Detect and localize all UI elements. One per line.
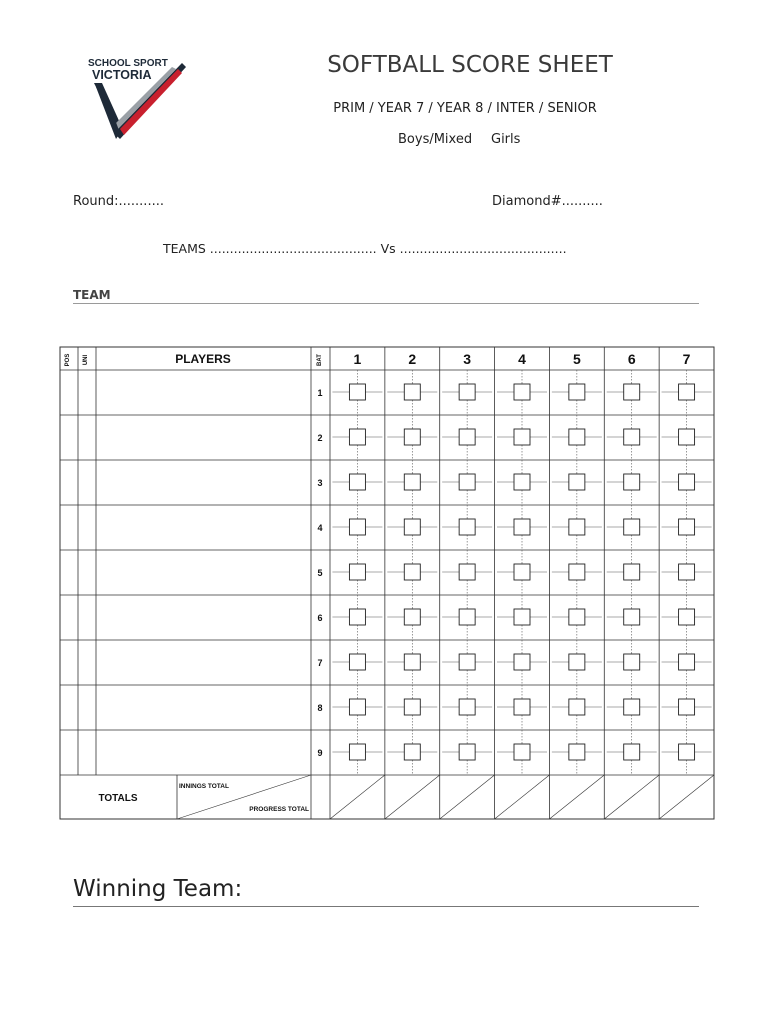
innings-total-label: INNINGS TOTAL xyxy=(179,783,229,790)
batting-order-number: 1 xyxy=(317,388,323,398)
score-box xyxy=(404,654,420,670)
score-box xyxy=(404,519,420,535)
header-inning: 7 xyxy=(682,351,691,367)
page-title: SOFTBALL SCORE SHEET xyxy=(327,52,613,78)
score-box xyxy=(404,609,420,625)
score-box xyxy=(459,609,475,625)
score-box xyxy=(569,474,585,490)
score-box xyxy=(514,474,530,490)
score-box xyxy=(514,744,530,760)
winning-team-label: Winning Team: xyxy=(73,876,243,902)
batting-order-number: 7 xyxy=(317,658,323,668)
batting-order-number: 3 xyxy=(317,478,323,488)
header-inning: 3 xyxy=(463,351,472,367)
score-box xyxy=(624,384,640,400)
score-box xyxy=(624,654,640,670)
score-box xyxy=(514,429,530,445)
logo-line1: SCHOOL SPORT xyxy=(88,58,168,69)
logo-line2: VICTORIA xyxy=(92,68,152,82)
inning-total-diagonal xyxy=(385,775,440,819)
score-box xyxy=(349,384,365,400)
score-box xyxy=(624,564,640,580)
inning-total-diagonal xyxy=(604,775,659,819)
score-box xyxy=(569,519,585,535)
header-players: PLAYERS xyxy=(175,352,231,366)
progress-total-label: PROGRESS TOTAL xyxy=(249,806,309,813)
score-box xyxy=(459,474,475,490)
header-bat: BAT xyxy=(317,354,323,366)
header-inning: 1 xyxy=(353,351,362,367)
batting-order-number: 9 xyxy=(317,748,323,758)
score-box xyxy=(679,384,695,400)
score-box xyxy=(569,429,585,445)
score-box xyxy=(349,474,365,490)
score-box xyxy=(514,519,530,535)
score-box xyxy=(404,429,420,445)
score-box xyxy=(459,384,475,400)
gender-option-girls: Girls xyxy=(491,132,521,147)
winning-team-line xyxy=(73,906,699,907)
inning-total-diagonal xyxy=(495,775,550,819)
score-box xyxy=(569,744,585,760)
score-box xyxy=(514,654,530,670)
gender-option-boys-mixed: Boys/Mixed xyxy=(398,132,473,147)
score-box xyxy=(679,474,695,490)
score-box xyxy=(679,699,695,715)
score-box xyxy=(624,474,640,490)
batting-order-number: 2 xyxy=(317,433,323,443)
score-box xyxy=(679,654,695,670)
inning-total-diagonal xyxy=(549,775,604,819)
score-box xyxy=(679,564,695,580)
score-box xyxy=(569,384,585,400)
batting-order-number: 6 xyxy=(317,613,323,623)
round-field: Round:........... xyxy=(73,194,164,209)
table-frame xyxy=(60,347,714,819)
batting-order-number: 4 xyxy=(317,523,323,533)
score-box xyxy=(624,744,640,760)
score-box xyxy=(459,654,475,670)
score-box xyxy=(569,564,585,580)
batting-order-number: 5 xyxy=(317,568,323,578)
score-box xyxy=(569,654,585,670)
score-box xyxy=(624,699,640,715)
score-box xyxy=(349,564,365,580)
header-uni: UNI xyxy=(83,354,89,366)
batting-order-number: 8 xyxy=(317,703,323,713)
score-box xyxy=(514,699,530,715)
score-box xyxy=(459,429,475,445)
score-box xyxy=(679,519,695,535)
inning-total-diagonal xyxy=(659,775,714,819)
score-box xyxy=(349,519,365,535)
score-box xyxy=(514,609,530,625)
score-box xyxy=(679,744,695,760)
score-box xyxy=(569,609,585,625)
header-inning: 6 xyxy=(627,351,636,367)
totals-label: TOTALS xyxy=(98,793,138,804)
score-box xyxy=(404,474,420,490)
score-box xyxy=(459,564,475,580)
header-inning: 4 xyxy=(518,351,526,367)
level-options: PRIM / YEAR 7 / YEAR 8 / INTER / SENIOR xyxy=(333,101,597,116)
score-box xyxy=(569,699,585,715)
team-heading: TEAM xyxy=(73,288,111,302)
score-box xyxy=(349,744,365,760)
score-box xyxy=(349,609,365,625)
score-box xyxy=(514,564,530,580)
score-box xyxy=(514,384,530,400)
score-box xyxy=(679,429,695,445)
score-box xyxy=(404,384,420,400)
score-box xyxy=(349,699,365,715)
score-box xyxy=(624,429,640,445)
diamond-field: Diamond#.......... xyxy=(492,194,603,209)
header-inning: 5 xyxy=(572,351,581,367)
header-pos: POS xyxy=(65,353,71,367)
teams-vs-line: TEAMS .......................................... Vs .......................................... xyxy=(163,241,567,256)
score-box xyxy=(404,744,420,760)
score-box xyxy=(349,429,365,445)
score-box xyxy=(349,654,365,670)
inning-total-diagonal xyxy=(440,775,495,819)
score-box xyxy=(624,519,640,535)
header-inning: 2 xyxy=(408,351,417,367)
score-box xyxy=(404,699,420,715)
score-box xyxy=(404,564,420,580)
score-box xyxy=(679,609,695,625)
score-box xyxy=(459,744,475,760)
score-box xyxy=(459,699,475,715)
inning-total-diagonal xyxy=(330,775,385,819)
score-box xyxy=(624,609,640,625)
score-box xyxy=(459,519,475,535)
